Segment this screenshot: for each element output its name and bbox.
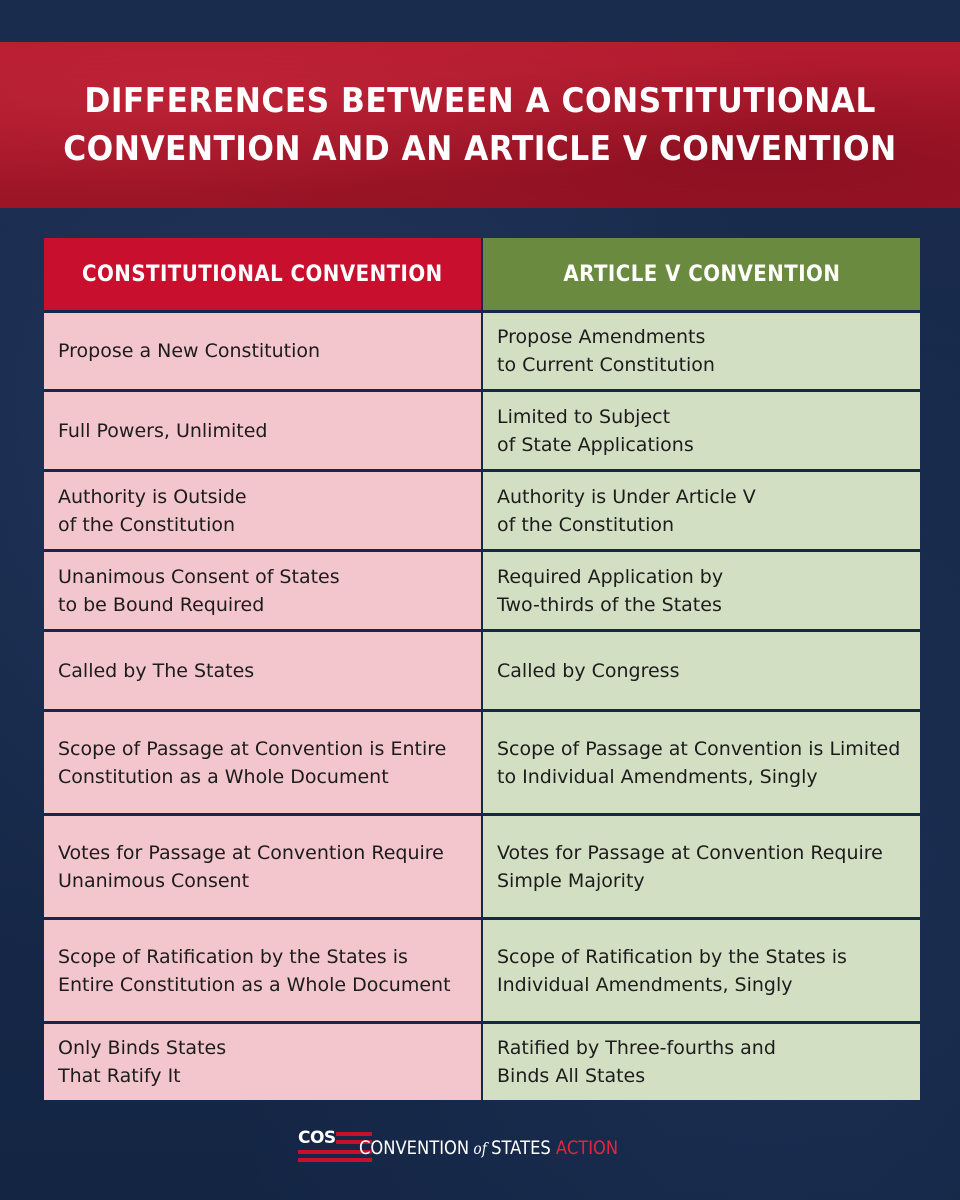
table-cell-right: Ratified by Three-fourths and Binds All States [483, 1024, 920, 1100]
page-title-line-1: DIFFERENCES BETWEEN A CONSTITUTIONAL [84, 81, 876, 121]
table-cell-right: Propose Amendments to Current Constitution [483, 313, 920, 389]
table-cell-right: Votes for Passage at Convention Require Simple Majority [483, 816, 920, 917]
table-cell-right: Called by Congress [483, 632, 920, 709]
logo-word-states: STATES [490, 1137, 551, 1159]
table-cell-left: Authority is Outside of the Constitution [44, 472, 481, 549]
column-header-constitutional-convention: CONSTITUTIONAL CONVENTION [44, 238, 481, 310]
cos-flag-icon [298, 1128, 353, 1168]
table-cell-right: Required Application by Two-thirds of the States [483, 552, 920, 629]
table-cell-right: Scope of Passage at Convention is Limited to Individual Amendments, Singly [483, 712, 920, 813]
table-cell-left: Scope of Ratification by the States is Entire Constitution as a Whole Document [44, 920, 481, 1021]
table-cell-right: Scope of Ratification by the States is Individual Amendments, Singly [483, 920, 920, 1021]
top-strip [0, 0, 960, 42]
table-cell-left: Scope of Passage at Convention is Entire Constitution as a Whole Document [44, 712, 481, 813]
page-title-line-2: CONVENTION AND AN ARTICLE V CONVENTION [63, 129, 897, 169]
logo-wordmark [359, 1137, 618, 1159]
table-cell-left: Unanimous Consent of States to be Bound Required [44, 552, 481, 629]
logo-mark-text: COS [298, 1128, 336, 1148]
table-cell-left: Propose a New Constitution [44, 313, 481, 389]
title-banner [0, 42, 960, 208]
comparison-table [44, 238, 920, 1093]
logo-word-of: of [473, 1139, 487, 1158]
logo-word-convention: CONVENTION [358, 1137, 469, 1159]
table-cell-right: Limited to Subject of State Applications [483, 392, 920, 469]
table-cell-left: Only Binds States That Ratify It [44, 1024, 481, 1100]
table-cell-left: Called by The States [44, 632, 481, 709]
table-cell-left: Full Powers, Unlimited [44, 392, 481, 469]
cos-action-logo [298, 1128, 660, 1168]
logo-word-action: ACTION [555, 1137, 618, 1159]
table-cell-left: Votes for Passage at Convention Require Unanimous Consent [44, 816, 481, 917]
column-header-article-v-convention: ARTICLE V CONVENTION [483, 238, 920, 310]
table-cell-right: Authority is Under Article V of the Constitution [483, 472, 920, 549]
